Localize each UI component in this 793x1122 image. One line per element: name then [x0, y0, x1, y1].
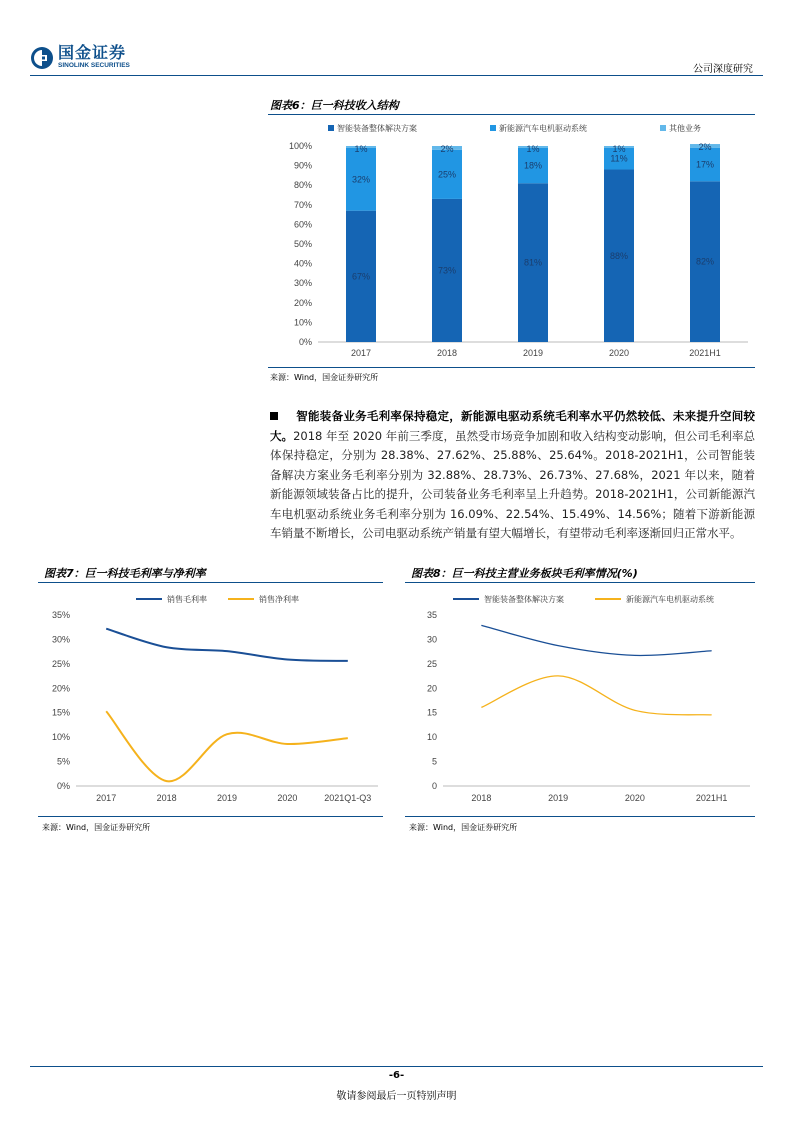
bar-data-label: 11%	[610, 153, 628, 164]
bar-data-label: 17%	[695, 159, 715, 170]
y-tick-label: 10%	[293, 317, 312, 328]
y-tick-label: 35%	[51, 610, 70, 620]
y-tick-label: 30%	[293, 278, 312, 289]
figure8-title: 图表8：巨一科技主营业务板块毛利率情况(%)	[411, 567, 638, 580]
figure7-title: 图表7：巨一科技毛利率与净利率	[44, 567, 206, 580]
footer-divider	[30, 1066, 763, 1067]
series-line-0	[106, 629, 348, 661]
y-tick-label: 50%	[293, 239, 312, 249]
y-tick-label: 20%	[51, 683, 70, 694]
y-tick-label: 100%	[288, 141, 312, 151]
series-line-1	[481, 676, 711, 715]
paragraph-body: 2018 年至 2020 年前三季度，虽然受市场竞争加剧和收入结构变动影响，但公司毛利率总体保持稳定，分别为 28.38%、27.62%、25.88%、25.64%。2018-2021H1，公司智能装备解决方案业务毛利率分别为 32.88%、28.73%、26.73%、27.68%，2021 年以来，随着新能源领域装备占比的提升，公司装备业务毛利率呈上升趋势。2018-2021H1，公司新能源汽车电机驱动系统业务毛利率分别为 16.09%、22.54%、15.49%、14.56%；随着下游新能源车销量不断增长，公司电驱动系统产销量有望大幅增长，有望带动毛利率逐渐回归正常水平。	[270, 428, 756, 540]
figure6-source: 来源：Wind，国金证券研究所	[270, 373, 379, 382]
y-tick-label: 60%	[293, 219, 312, 230]
paragraph-lead: 智能装备业务毛利率保持稳定，新能源电驱动系统毛利率水平仍然较低、未来提升空间较大。	[270, 409, 755, 443]
bar-data-label: 1%	[354, 144, 368, 154]
brand-name-cn: 国金证券	[58, 43, 127, 62]
y-tick-label: 30%	[51, 634, 70, 645]
y-tick-label: 5%	[56, 756, 70, 767]
bar-data-label: 88%	[609, 250, 629, 261]
y-tick-label: 5	[431, 756, 437, 767]
x-tick-label: 2021Q1-Q3	[324, 793, 372, 803]
y-tick-label: 80%	[293, 180, 312, 191]
legend-swatch-2	[660, 125, 666, 131]
figure6-chart	[268, 116, 755, 366]
x-tick-label: 2019	[216, 793, 238, 803]
brand-logo	[30, 45, 130, 70]
figure7-chart	[38, 584, 383, 814]
brand-name-en: SINOLINK SECURITIES	[58, 62, 130, 69]
y-tick-label: 90%	[293, 160, 312, 171]
y-tick-label: 20%	[293, 297, 312, 308]
y-tick-label: 70%	[293, 199, 312, 210]
y-tick-label: 0%	[298, 337, 312, 347]
bar-data-label: 73%	[437, 265, 457, 276]
x-tick-label: 2020	[608, 348, 630, 358]
y-tick-label: 30	[426, 634, 437, 645]
figure7-source: 来源：Wind，国金证券研究所	[42, 823, 151, 832]
legend-swatch-1	[490, 125, 496, 131]
series-line-0	[481, 625, 711, 655]
y-tick-label: 0	[431, 781, 437, 791]
analysis-paragraph	[270, 407, 755, 544]
x-tick-label: 2021H1	[689, 348, 721, 358]
y-tick-label: 15%	[51, 707, 70, 718]
footer-disclaimer: 敬请参阅最后一页特别声明	[336, 1091, 457, 1102]
x-tick-label: 2017	[350, 348, 372, 358]
y-tick-label: 10%	[51, 732, 70, 743]
y-tick-label: 20	[426, 683, 437, 694]
legend-label-0: 智能装备整体解决方案	[337, 124, 417, 133]
legend-label-2: 其他业务	[669, 124, 701, 133]
y-tick-label: 35	[426, 610, 437, 620]
figure7-title-rule	[38, 582, 383, 583]
x-tick-label: 2018	[436, 348, 458, 358]
x-tick-label: 2020	[277, 793, 298, 803]
legend-label-1: 销售净利率	[259, 595, 299, 604]
x-tick-label: 2021H1	[695, 793, 728, 803]
bar-data-label: 81%	[523, 257, 543, 268]
legend-swatch-0	[328, 125, 334, 131]
sinolink-logo-icon	[30, 46, 54, 70]
y-tick-label: 25	[426, 658, 437, 669]
report-type: 公司深度研究	[693, 64, 753, 75]
bar-data-label: 1%	[526, 144, 540, 154]
figure6-title: 图表6：巨一科技收入结构	[270, 99, 399, 112]
y-tick-label: 15	[426, 707, 437, 718]
bar-data-label: 25%	[437, 169, 457, 180]
bar-data-label: 18%	[523, 160, 543, 171]
figure8-source: 来源：Wind，国金证券研究所	[409, 823, 518, 832]
bar-data-label: 2%	[698, 142, 712, 153]
bar-data-label: 82%	[695, 256, 715, 267]
figure8-chart	[405, 584, 755, 814]
x-tick-label: 2019	[522, 348, 544, 358]
figure6-title-rule	[268, 114, 755, 115]
y-tick-label: 0%	[56, 781, 70, 791]
page-header	[0, 0, 793, 80]
figure8-title-rule	[405, 582, 755, 583]
x-tick-label: 2018	[471, 793, 492, 803]
header-divider	[30, 75, 763, 76]
y-tick-label: 25%	[51, 658, 70, 669]
legend-label-1: 新能源汽车电机驱动系统	[626, 595, 714, 604]
figure6-bottom-rule	[268, 367, 755, 368]
y-tick-label: 40%	[293, 258, 312, 269]
legend-label-1: 新能源汽车电机驱动系统	[499, 124, 587, 133]
y-tick-label: 10	[426, 732, 437, 743]
figure8-bottom-rule	[405, 816, 755, 817]
x-tick-label: 2018	[156, 793, 177, 803]
bar-data-label: 67%	[351, 271, 371, 282]
x-tick-label: 2017	[96, 793, 117, 803]
bar-data-label: 2%	[440, 144, 454, 154]
legend-label-0: 智能装备整体解决方案	[484, 595, 564, 604]
page-number: -6-	[388, 1070, 405, 1081]
x-tick-label: 2020	[624, 793, 645, 803]
series-line-1	[106, 711, 348, 781]
legend-label-0: 销售毛利率	[167, 595, 207, 604]
figure7-bottom-rule	[38, 816, 383, 817]
bar-data-label: 32%	[351, 174, 371, 185]
bar-data-label: 1%	[612, 144, 626, 154]
x-tick-label: 2019	[548, 793, 569, 803]
